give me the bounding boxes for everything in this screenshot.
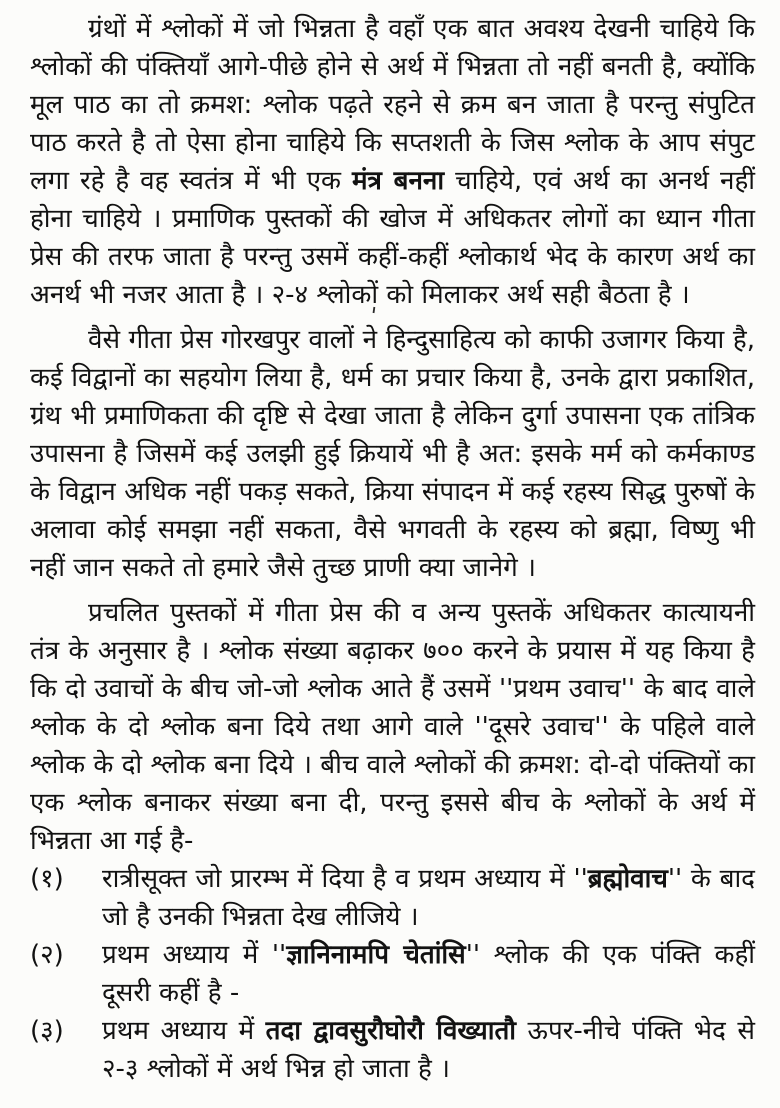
bold-phrase: तदा द्वावसुरौघोरौ विख्यातौ — [265, 1016, 517, 1046]
text-column — [30, 10, 755, 1088]
list-item-number: (३) — [30, 1016, 64, 1046]
text-run: चाहिये, एवं अर्थ का अनर्थ नहीं होना चाहिये । प्रमाणिक पुस्तकों की खोज में अधिकतर लोगों का ध्यान गीता प्रेस की तरफ जाता है परन्तु उसमें कहीं-कहीं श्लोकार्थ भेद के कारण अर्थ का अनर्थ भी नजर आता है । २-४ श्लोकों को मिलाकर अर्थ सही बैठता है । — [30, 166, 755, 310]
text-run: '' के बाद जो है उनकी भिन्नता देख लीजिये । — [102, 864, 755, 932]
list-item — [30, 860, 755, 936]
text-run: वैसे गीता प्रेस गोरखपुर वालों ने हिन्दुसाहित्य को काफी उजागर किया है, कई विद्वानों का सहयोग लिया है, धर्म का प्रचार किया है, उनके द्वारा प्रकाशित, ग्रंथ भी प्रमाणिकता की दृष्टि से देखा जाता है लेकिन दुर्गा उपासना एक तांत्रिक उपासना है जिसमें कई उलझी हुई क्रियायें भी है अत: इसके मर्म को कर्मकाण्ड के विद्वान अधिक नहीं पकड़ सकते, क्रिया संपादन में कई रहस्य सिद्ध पुरुषों के अलावा कोई समझा नहीं सकता, वैसे भगवती के रहस्य को ब्रह्मा, विष्णु भी नहीं जान सकते तो हमारे जैसे तुच्छ प्राणी क्या जानेगे । — [30, 325, 755, 583]
bold-phrase: मंत्र बनना — [351, 166, 445, 196]
text-run: रात्रीसूक्त जो प्रारम्भ में दिया है व प्रथम अध्याय में '' — [102, 864, 588, 894]
list-item-number: (१) — [30, 864, 64, 894]
list-item — [30, 1012, 755, 1088]
list-item-text — [102, 936, 755, 1012]
paragraph — [30, 321, 755, 587]
text-run: प्रथम अध्याय में '' — [102, 940, 287, 970]
list-item-text — [102, 1012, 755, 1088]
text-run: प्रथम अध्याय में — [102, 1016, 266, 1046]
bold-phrase: ज्ञानिनामपि चेतांसि — [286, 940, 466, 970]
text-run: ग्रंथों में श्लोकों में जो भिन्नता है वहाँ एक बात अवश्य देखनी चाहिये कि श्लोकों की पंक्तियाँ आगे-पीछे होने से अर्थ में भिन्नता तो नहीं बनती है, क्योंकि मूल पाठ का तो क्रमश: श्लोक पढ़ते रहने से क्रम बन जाता है परन्तु संपुटित पाठ करते है तो ऐसा होना चाहिये कि सप्तशती के जिस श्लोक के आप संपुट लगा रहे है वह स्वतंत्र में भी एक — [30, 14, 755, 196]
text-run: ऊपर-नीचे पंक्ति भेद से २-३ श्लोकों में अर्थ भिन्न हो जाता है । — [102, 1016, 755, 1084]
text-run: प्रचलित पुस्तकों में गीता प्रेस की व अन्य पुस्तकें अधिकतर कात्यायनी तंत्र के अनुसार है । श्लोक संख्या बढ़ाकर ७०० करने के प्रयास में यह किया है कि दो उवाचों के बीच जो-जो श्लोक आते हैं उसमें ''प्रथम उवाच'' के बाद वाले श्लोक के दो श्लोक बना दिये तथा आगे वाले ''दूसरे उवाच'' के पहिले वाले श्लोक के दो श्लोक बना दिये । बीच वाले श्लोकों की क्रमश: दो-दो पंक्तियों का एक श्लोक बनाकर संख्या बना दी, परन्तु इससे बीच के श्लोकों के अर्थ में भिन्नता आ गई है- — [30, 598, 755, 856]
paragraph — [30, 594, 755, 860]
list-item-text — [102, 860, 755, 936]
list-item — [30, 936, 755, 1012]
paragraph — [30, 10, 755, 314]
scan-artifact-mark: ' — [368, 303, 378, 330]
list-item-number: (२) — [30, 940, 64, 970]
text-run: '' श्लोक की एक पंक्ति कहीं दूसरी कहीं है - — [102, 940, 755, 1008]
bold-phrase: ब्रह्मोवाच — [587, 864, 668, 894]
